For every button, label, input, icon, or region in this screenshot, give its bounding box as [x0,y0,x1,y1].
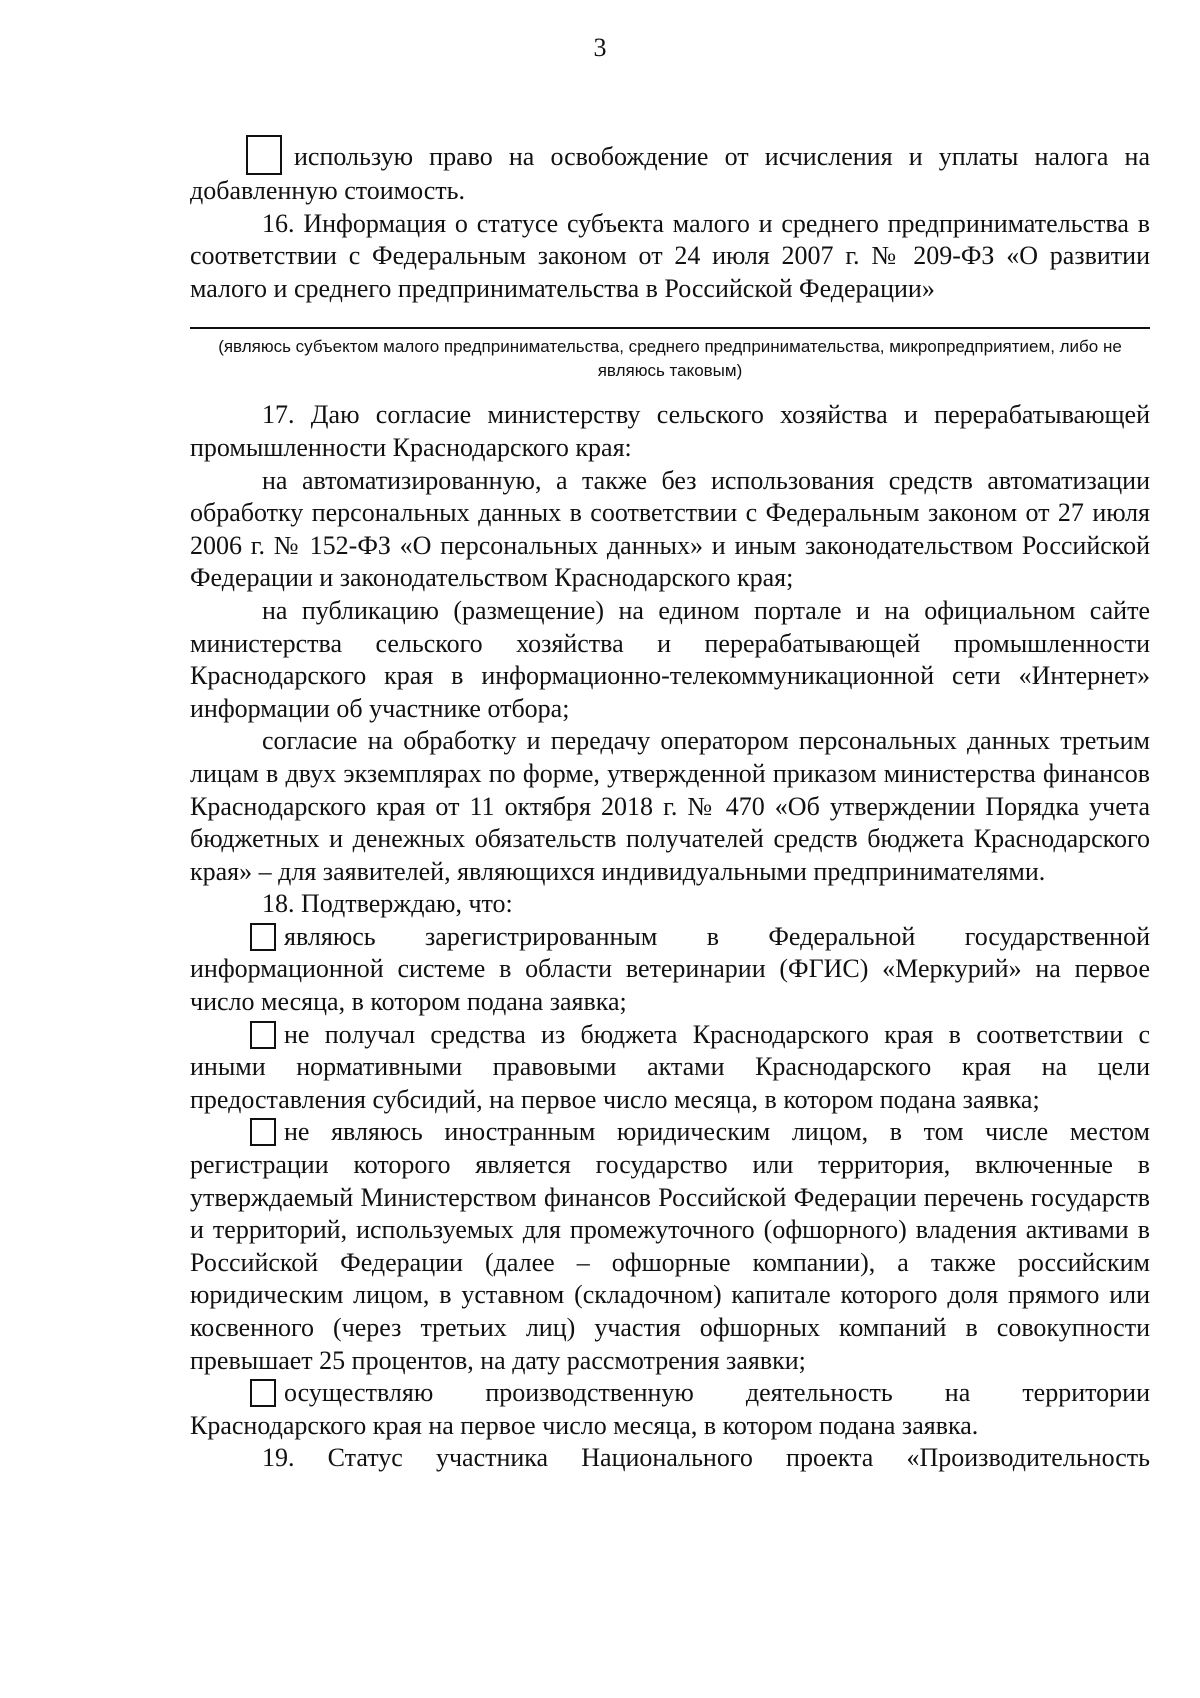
production-text: осуществляю производственную деятельность на территории Краснодарского края на первое число месяца, в котором подана заявка. [190,1378,1150,1440]
production-checkbox[interactable] [250,1379,276,1407]
confirm-option-production [190,1377,1150,1442]
vat-exemption-option [190,135,1150,208]
mercury-text: являюсь зарегистрированным в Федеральной государственной информационной системе в области ветеринарии (ФГИС) «Меркурий» на первое число месяца, в котором подана заявка; [190,921,1150,1017]
not-foreign-text: не являюсь иностранным юридическим лицом, в том числе местом регистрации которого является государство или территория, включенные в утверждаемый Министерством финансов Российской Федерации перечень государств и территорий, используемых для промежуточного (офшорного) владения активами в Российской Федерации (далее – офшорные компании), а также российским юридическим лицом, в уставном (складочном) капитале которого доля прямого или косвенного (через третьих лиц) участия офшорных компаний в совокупности превышает 25 процентов, на дату рассмотрения заявки; [190,1117,1150,1375]
item-17-text: 17. Даю согласие министерству сельского хозяйства и перерабатывающей промышленности Краснодарского края: [190,400,1150,462]
not-foreign-checkbox[interactable] [250,1118,276,1146]
item-19-text: 19. Статус участника Национального проекта «Производительность [262,1443,1150,1473]
vat-exemption-text: использую право на освобождение от исчисления и уплаты налога на добавленную стоимость. [190,142,1150,205]
mercury-checkbox[interactable] [250,923,276,951]
document-body [190,135,1150,1475]
no-funds-text: не получал средства из бюджета Краснодарского края в соответствии с иными нормативными правовыми актами Краснодарского края на цели предоставления субсидий, на первое число месяца, в котором подана заявка; [190,1019,1150,1114]
item-16-text: 16. Информация о статусе субъекта малого и среднего предпринимательства в соответствии с Федеральным законом от 24 июля 2007 г. № 209-ФЗ «О развитии малого и среднего предпринимательства в Российской Федерации» [190,208,1150,303]
confirm-option-no-funds [190,1019,1150,1117]
confirm-option-mercury [190,921,1150,1019]
item-17-consent-third-parties: согласие на обработку и передачу оператором персональных данных третьим лицам в двух экземплярах по форме, утвержденной приказом министерства финансов Краснодарского края от 11 октября 2018 г. № 470 «Об утверждении Порядка учета бюджетных и денежных обязательств получателей средств бюджета Краснодарского края» – для заявителей, являющихся индивидуальными предпринимателями. [190,726,1150,886]
item-18-text: 18. Подтверждаю, что: [262,889,513,919]
sme-status-note: (являюсь субъектом малого предпринимательства, среднего предпринимательства, микропредприятием, либо не являюсь таковым) [218,337,1122,381]
vat-exemption-checkbox[interactable] [246,135,282,175]
no-funds-checkbox[interactable] [250,1021,276,1049]
confirm-option-not-foreign [190,1116,1150,1377]
item-17-consent-publication: на публикацию (размещение) на едином портале и на официальном сайте министерства сельского хозяйства и перерабатывающей промышленности Краснодарского края в информационно-телекоммуникационной сети «Интернет» информации об участнике отбора; [190,595,1150,723]
page-number: 3 [593,33,607,62]
item-17-consent-processing: на автоматизированную, а также без использования средств автоматизации обработку персональных данных в соответствии с Федеральным законом от 27 июля 2006 г. № 152-ФЗ «О персональных данных» и иным законодательством Российской Федерации и законодательством Краснодарского края; [190,465,1150,593]
sme-status-input-line[interactable] [190,327,1150,329]
